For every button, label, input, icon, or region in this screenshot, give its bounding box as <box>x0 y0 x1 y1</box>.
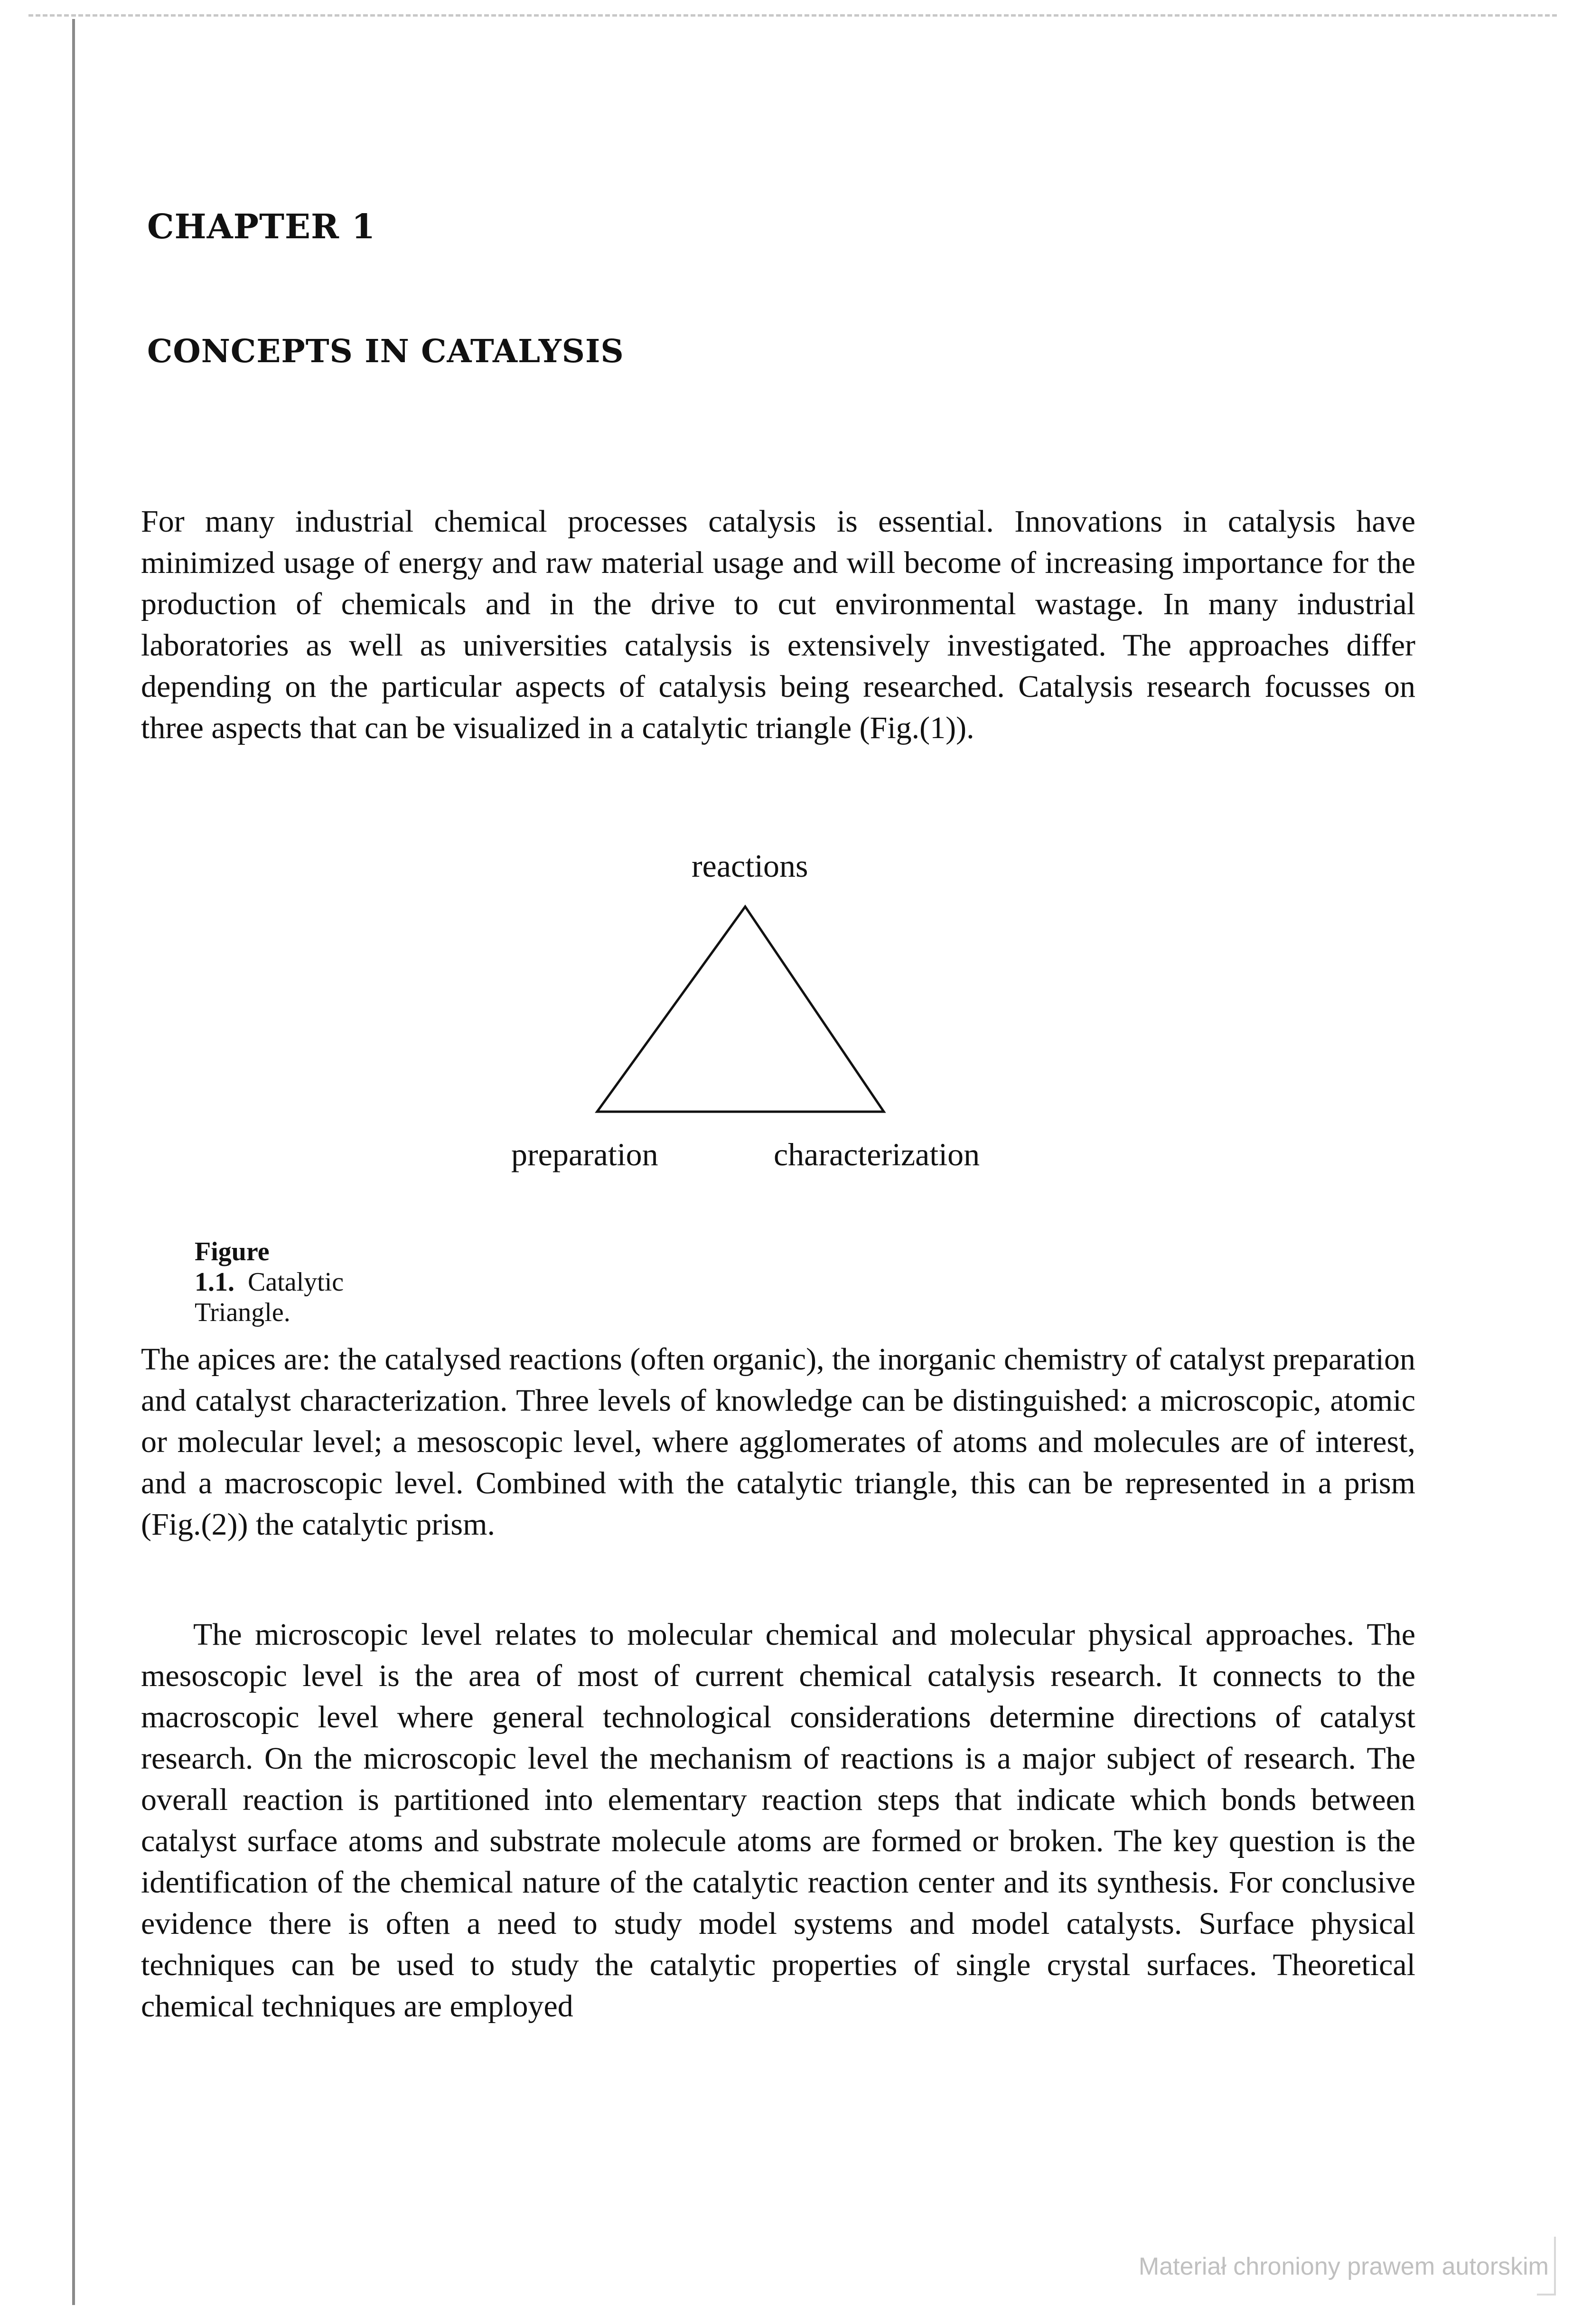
page-top-rule <box>28 14 1557 17</box>
binding-edge <box>72 19 75 2305</box>
figure-caption <box>195 1237 344 1328</box>
figure-caption-label: Figure 1.1. <box>195 1237 270 1297</box>
copyright-watermark: Materiał chroniony prawem autorskim <box>1138 2253 1549 2280</box>
paragraph-apices: The apices are: the catalysed reactions (often organic), the inorganic chemistry of catalyst preparation and catalyst characterization. Three levels of knowledge can be distinguished: a microscopic, atomic or molecular level; a mesoscopic level, where agglomerates of atoms and molecules are of interest, and a macroscopic level. Combined with the catalytic triangle, this can be represented in a prism (Fig.(2)) the catalytic prism. <box>141 1342 1415 1542</box>
triangle-shape <box>597 907 884 1112</box>
apex-label-preparation: preparation <box>511 1136 658 1172</box>
paragraph-microscopic: The microscopic level relates to molecular chemical and molecular physical approaches. The mesoscopic level is the area of most of current chemical catalysis research. It connects to the macroscopic level where general technological considerations determine directions of catalyst research. On the microscopic level the mechanism of reactions is a major subject of research. The overall reaction is partitioned into elementary reaction steps that indicate which bonds between catalyst surface atoms and substrate molecule atoms are formed or broken. The key question is the identification of the chemical nature of the catalytic reaction center and its synthesis. For conclusive evidence there is often a need to study model systems and model catalysts. Surface physical techniques can be used to study the catalytic properties of single crystal surfaces. Theoretical chemical techniques are employed <box>141 1617 1415 2024</box>
apex-label-characterization: characterization <box>774 1136 980 1172</box>
triangle-diagram <box>589 902 902 1120</box>
paragraph-intro: For many industrial chemical processes catalysis is essential. Innovations in catalysis have minimized usage of energy and raw material usage and will become of increasing importance for the production of chemicals and in the drive to cut environmental wastage. In many industrial laboratories as well as universities catalysis is extensively investigated. The approaches differ depending on the particular aspects of catalysis being researched. Catalysis research focusses on three aspects that can be visualized in a catalytic triangle (Fig.(1)). <box>141 504 1415 745</box>
chapter-title: CONCEPTS IN CATALYSIS <box>147 332 624 370</box>
chapter-number: CHAPTER 1 <box>147 206 376 246</box>
apex-label-reactions: reactions <box>692 848 808 884</box>
figure-caption-text: Catalytic Triangle. <box>195 1267 344 1327</box>
